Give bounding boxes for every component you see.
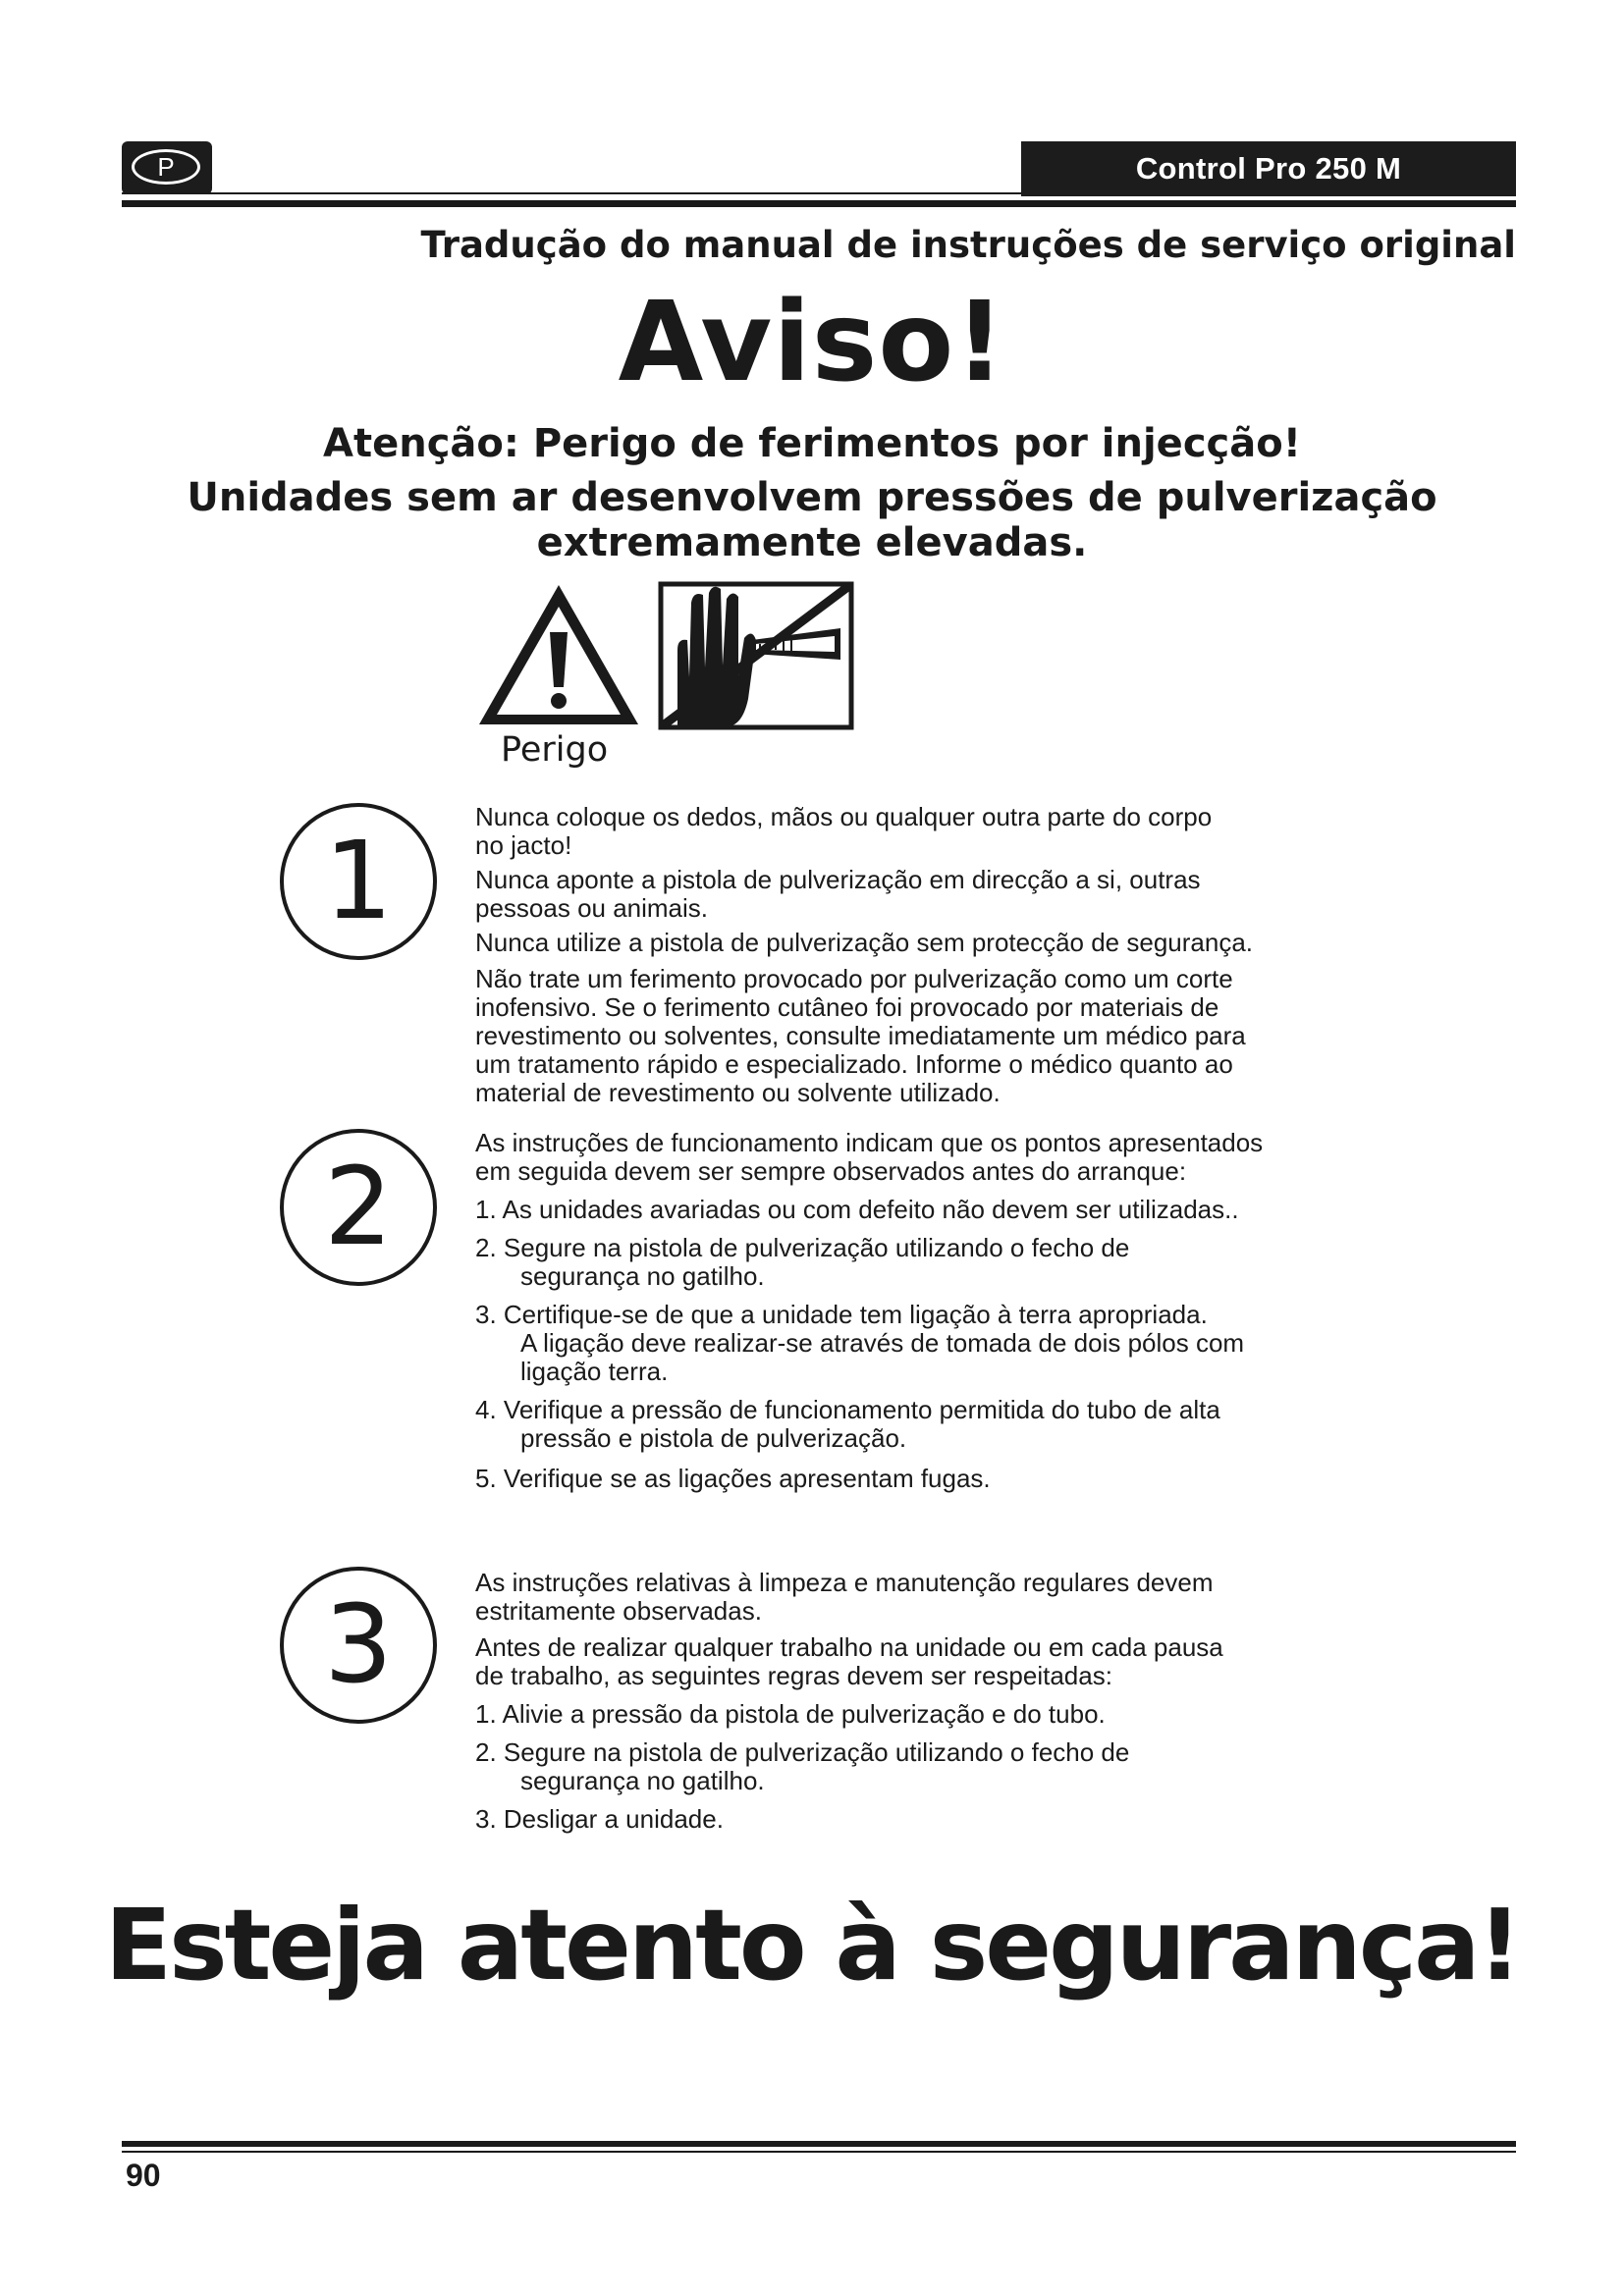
page-number: 90 xyxy=(126,2158,161,2193)
section-1-text xyxy=(475,803,1339,1107)
s2-line: em seguida devem ser sempre observados antes do arranque: xyxy=(475,1156,1187,1186)
s3-line: 1. Alivie a pressão da pistola de pulverização e do tubo. xyxy=(475,1699,1106,1729)
product-name: Control Pro 250 M xyxy=(1021,141,1516,196)
s2-line: pressão e pistola de pulverização. xyxy=(520,1423,907,1453)
s3-line: As instruções relativas à limpeza e manutenção regulares devem xyxy=(475,1568,1214,1597)
document-subtitle: Tradução do manual de instruções de serviço original xyxy=(420,224,1516,266)
s2-line: segurança no gatilho. xyxy=(520,1261,765,1291)
s1-line: Nunca utilize a pistola de pulverização sem protecção de segurança. xyxy=(475,928,1254,957)
s3-line: 2. Segure na pistola de pulverização utilizando o fecho de xyxy=(475,1737,1130,1767)
s1-line: material de revestimento ou solvente utilizado. xyxy=(475,1078,1001,1107)
s2-line: 1. As unidades avariadas ou com defeito não devem ser utilizadas.. xyxy=(475,1195,1239,1224)
headline-line-1: Atenção: Perigo de ferimentos por injecção! xyxy=(323,421,1301,466)
warning-triangle-icon xyxy=(475,581,642,730)
hand-spray-injection-icon xyxy=(658,581,854,730)
footer-rule-thick xyxy=(122,2141,1516,2147)
section-2-text xyxy=(475,1129,1339,1493)
section-number-2: 2 xyxy=(280,1129,437,1286)
s1-line: Não trate um ferimento provocado por pulverização como um corte xyxy=(475,964,1233,993)
language-code: P xyxy=(132,149,200,185)
s1-line: revestimento ou solventes, consulte imediatamente um médico para xyxy=(475,1021,1246,1050)
s3-line: Antes de realizar qualquer trabalho na unidade ou em cada pausa xyxy=(475,1632,1223,1662)
s2-line: ligação terra. xyxy=(520,1357,669,1386)
section-number-3: 3 xyxy=(280,1567,437,1724)
headline-line-2: Unidades sem ar desenvolvem pressões de pulverização xyxy=(187,475,1437,520)
s2-line: 5. Verifique se as ligações apresentam fugas. xyxy=(475,1464,991,1493)
safety-motto: Esteja atento à segurança! xyxy=(104,1888,1520,2002)
s1-line: pessoas ou animais. xyxy=(475,893,709,923)
s1-line: Nunca coloque os dedos, mãos ou qualquer outra parte do corpo xyxy=(475,802,1213,831)
header-rule-thick xyxy=(122,200,1516,207)
language-badge xyxy=(122,141,212,194)
s3-line: estritamente observadas. xyxy=(475,1596,762,1626)
s3-line: de trabalho, as seguintes regras devem ser respeitadas: xyxy=(475,1661,1112,1690)
warning-title: Aviso! xyxy=(618,279,1006,406)
s2-line: A ligação deve realizar-se através de tomada de dois pólos com xyxy=(520,1328,1245,1358)
s2-line: As instruções de funcionamento indicam que os pontos apresentados xyxy=(475,1128,1264,1157)
headline-line-3: extremamente elevadas. xyxy=(536,520,1088,565)
section-3-text xyxy=(475,1569,1339,1834)
s2-line: 4. Verifique a pressão de funcionamento permitida do tubo de alta xyxy=(475,1395,1220,1424)
s1-line: Nunca aponte a pistola de pulverização em direcção a si, outras xyxy=(475,865,1201,894)
danger-label: Perigo xyxy=(501,730,609,770)
s1-line: no jacto! xyxy=(475,830,572,860)
s1-line: um tratamento rápido e especializado. Informe o médico quanto ao xyxy=(475,1049,1233,1079)
s3-line: 3. Desligar a unidade. xyxy=(475,1804,724,1834)
section-number-1: 1 xyxy=(280,803,437,960)
s2-line: 2. Segure na pistola de pulverização utilizando o fecho de xyxy=(475,1233,1130,1262)
s3-line: segurança no gatilho. xyxy=(520,1766,765,1795)
s2-line: 3. Certifique-se de que a unidade tem ligação à terra apropriada. xyxy=(475,1300,1208,1329)
footer-rule-thin xyxy=(122,2151,1516,2153)
s1-line: inofensivo. Se o ferimento cutâneo foi provocado por materiais de xyxy=(475,992,1219,1022)
